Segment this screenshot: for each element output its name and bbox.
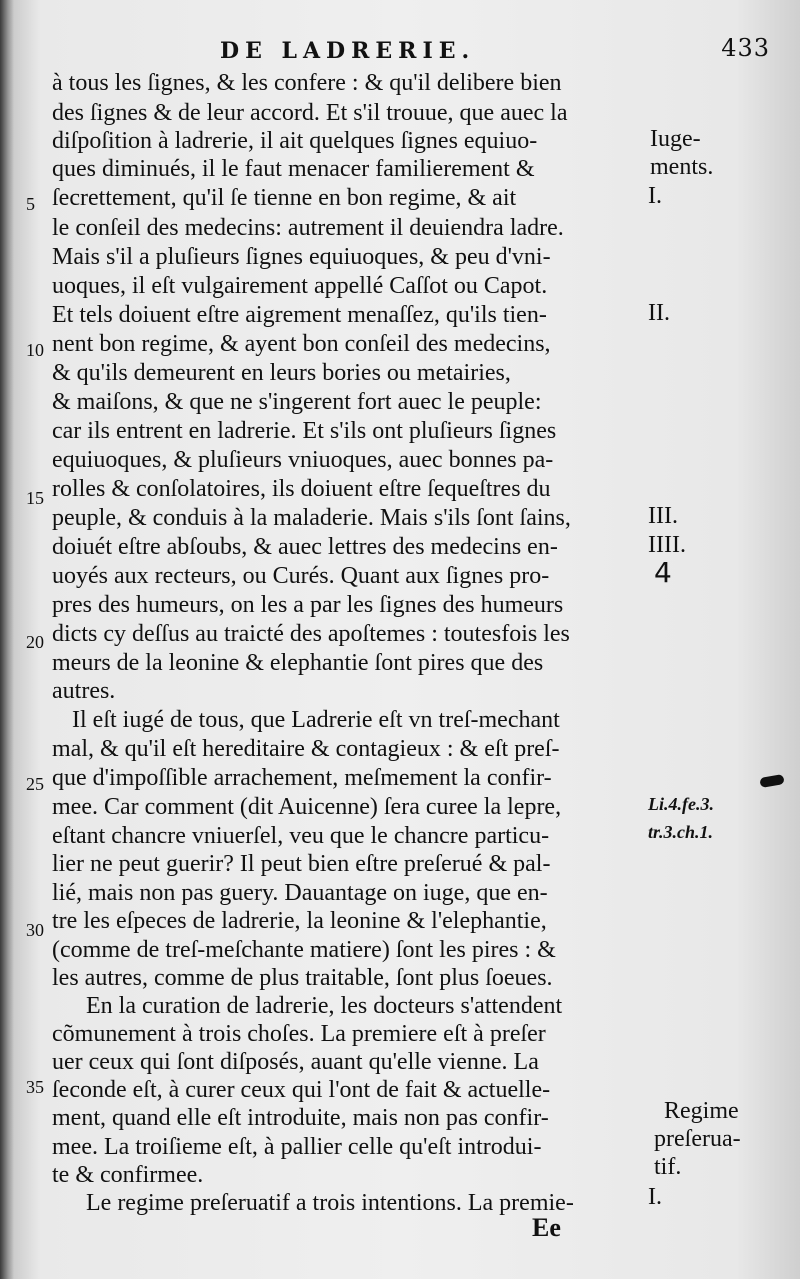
margin-reference: Li.4.fe.3. [648, 794, 714, 814]
line-number: 35 [26, 1077, 44, 1097]
text-line: Et tels doiuent eſtre aigrement menaſſez, qu'ils tien- [52, 302, 547, 328]
text-line: Il eſt iugé de tous, que Ladrerie eſt vn treſ-mechant [72, 707, 560, 733]
text-line: equiuoques, & pluſieurs vniuoques, auec bonnes pa- [52, 447, 554, 473]
running-head: DE LADRERIE. [220, 38, 476, 64]
text-line: ment, quand elle eſt introduite, mais non pas confir- [52, 1105, 549, 1131]
margin-note: ments. [650, 154, 714, 180]
text-line: car ils entrent en ladrerie. Et s'ils ont pluſieurs ſignes [52, 418, 557, 444]
text-line: le conſeil des medecins: autrement il deuiendra ladre. [52, 215, 564, 241]
line-number: 10 [26, 340, 44, 360]
text-line: cõmunement à trois choſes. La premiere eſt à preſer [52, 1021, 546, 1047]
text-line: Mais s'il a pluſieurs ſignes equiuoques, & peu d'vni- [52, 244, 551, 270]
text-line: & qu'ils demeurent en leurs bories ou metairies, [52, 360, 511, 386]
text-line: mee. La troiſieme eſt, à pallier celle qu'eſt introdui- [52, 1134, 542, 1160]
text-line: tre les eſpeces de ladrerie, la leonine & l'elephantie, [52, 908, 547, 934]
line-number: 30 [26, 920, 44, 940]
text-line: doiuét eſtre abſoubs, & auec lettres des medecins en- [52, 534, 558, 560]
text-line: En la curation de ladrerie, les docteurs s'attendent [86, 993, 563, 1019]
page-header [220, 34, 770, 68]
text-line: lier ne peut guerir? Il peut bien eſtre preſerué & pal- [52, 851, 551, 877]
line-number: 20 [26, 632, 44, 652]
text-line: lié, mais non pas guery. Dauantage on iuge, que en- [52, 880, 548, 906]
text-line: eſtant chancre vniuerſel, veu que le chancre particu- [52, 823, 550, 849]
text-line: rolles & conſolatoires, ils doiuent eſtre ſequeſtres du [52, 476, 551, 502]
margin-note: preſerua- [654, 1126, 741, 1152]
text-line: (comme de treſ-meſchante matiere) ſont les pires : & [52, 937, 556, 963]
margin-note: Iuge- [650, 126, 701, 152]
text-line: mee. Car comment (dit Auicenne) ſera curee la lepre, [52, 794, 562, 820]
text-line: uoyés aux recteurs, ou Curés. Quant aux ſignes pro- [52, 563, 550, 589]
catchword: Ee [532, 1213, 561, 1242]
text-line: uoques, il eſt vulgairement appellé Caſſot ou Capot. [52, 273, 548, 299]
ink-mark [759, 774, 784, 788]
line-number: 25 [26, 774, 44, 794]
text-line: pres des humeurs, on les a par les ſignes des humeurs [52, 592, 564, 618]
text-line: mal, & qu'il eſt hereditaire & contagieux : & eſt preſ- [52, 736, 560, 762]
page-gutter [0, 0, 14, 1279]
text-line: diſpoſition à ladrerie, il ait quelques ſignes equiuo- [52, 128, 538, 154]
margin-note: I. [648, 1184, 662, 1210]
text-line: nent bon regime, & ayent bon conſeil des medecins, [52, 331, 551, 357]
text-line: te & confirmee. [52, 1162, 204, 1188]
margin-note: III. [648, 503, 678, 529]
margin-note: Regime [664, 1098, 739, 1124]
text-line: que d'impoſſible arrachement, meſmement la confir- [52, 765, 552, 791]
margin-note: II. [648, 300, 670, 326]
text-line: à tous les ſignes, & les confere : & qu'il delibere bien [52, 70, 562, 96]
text-line: des ſignes & de leur accord. Et s'il trouue, que auec la [52, 100, 568, 126]
text-line: peuple, & conduis à la maladerie. Mais s'ils ſont ſains, [52, 505, 571, 531]
text-line: les autres, comme de plus traitable, ſont plus ſoeues. [52, 965, 553, 991]
handwritten-note: 4 [654, 556, 672, 589]
margin-note: I. [648, 183, 662, 209]
line-number: 5 [26, 194, 35, 214]
text-line: ſecrettement, qu'il ſe tienne en bon regime, & ait [52, 185, 517, 211]
text-line: ſeconde eſt, à curer ceux qui l'ont de fait & actuelle- [52, 1077, 551, 1103]
margin-reference: tr.3.ch.1. [648, 822, 714, 842]
text-line: uer ceux qui ſont diſposés, auant qu'elle vienne. La [52, 1049, 539, 1075]
text-line: dicts cy deſſus au traicté des apoſtemes : toutesfois les [52, 621, 570, 647]
text-line: autres. [52, 678, 116, 704]
text-line: ques diminués, il le faut menacer familierement & [52, 156, 535, 182]
text-line: & maiſons, & que ne s'ingerent fort auec le peuple: [52, 389, 542, 415]
text-line: Le regime preſeruatif a trois intentions. La premie- [86, 1190, 574, 1216]
page-number: 433 [721, 34, 770, 62]
margin-note: IIII. [648, 532, 686, 558]
margin-note: tif. [654, 1154, 682, 1180]
line-number: 15 [26, 488, 44, 508]
text-line: meurs de la leonine & elephantie ſont pires que des [52, 650, 544, 676]
